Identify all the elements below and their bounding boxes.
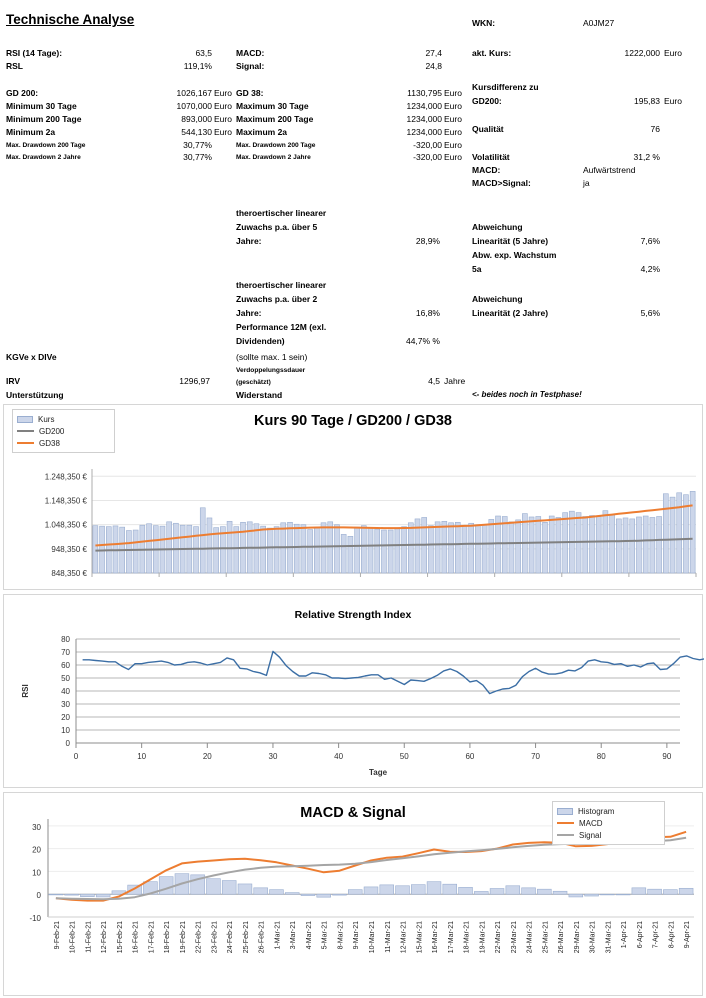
row-label: Minimum 2a bbox=[6, 127, 56, 137]
svg-text:80: 80 bbox=[61, 635, 70, 644]
svg-text:30: 30 bbox=[61, 700, 70, 709]
legend-item-macd bbox=[557, 817, 658, 829]
svg-text:11-Mar-21: 11-Mar-21 bbox=[384, 921, 392, 953]
svg-text:9-Apr-21: 9-Apr-21 bbox=[684, 921, 692, 949]
row-label: Max. Drawdown 200 Tage bbox=[6, 142, 86, 149]
technical-analysis-data-panel bbox=[0, 0, 706, 404]
kursdifferenz-value: 195,83 bbox=[634, 96, 660, 106]
line-swatch-icon bbox=[557, 822, 574, 824]
svg-text:8-Mar-21: 8-Mar-21 bbox=[337, 921, 345, 950]
akt-kurs-value: 1222,000 bbox=[624, 48, 660, 58]
row-unit: Euro bbox=[444, 127, 462, 137]
svg-text:25-Feb-21: 25-Feb-21 bbox=[242, 921, 250, 954]
macd-chart-title: MACD & Signal bbox=[300, 805, 406, 821]
svg-text:30-Mar-21: 30-Mar-21 bbox=[589, 921, 597, 954]
growth2-value: 16,8% bbox=[415, 308, 440, 318]
qualitaet-value: 76 bbox=[650, 124, 660, 134]
svg-text:1.048,350 €: 1.048,350 € bbox=[44, 520, 87, 530]
legend-label-histogram: Histogram bbox=[578, 806, 615, 816]
row-label: Minimum 30 Tage bbox=[6, 101, 77, 111]
svg-text:0: 0 bbox=[65, 739, 70, 748]
abweichung5-label: Linearität (5 Jahre) bbox=[472, 236, 549, 246]
svg-text:30: 30 bbox=[32, 822, 41, 832]
row-label: RSL bbox=[6, 61, 23, 71]
svg-text:Tage: Tage bbox=[368, 768, 388, 777]
svg-text:10-Mar-21: 10-Mar-21 bbox=[369, 921, 376, 954]
rsi-chart-panel bbox=[3, 594, 703, 788]
macd-gt-signal-label: MACD>Signal: bbox=[472, 178, 531, 188]
irv-label: IRV bbox=[6, 376, 21, 386]
svg-text:31-Mar-21: 31-Mar-21 bbox=[605, 921, 613, 954]
row-label: RSI (14 Tage): bbox=[6, 48, 63, 58]
row-unit: Euro bbox=[214, 101, 232, 111]
svg-text:9-Mar-21: 9-Mar-21 bbox=[353, 921, 361, 950]
kursdifferenz-label-line1: Kursdifferenz zu bbox=[472, 82, 539, 92]
verdoppelung-value: 4,5 bbox=[428, 376, 440, 386]
legend-item-gd38 bbox=[17, 437, 108, 449]
row-label: Max. Drawdown 200 Tage bbox=[236, 142, 316, 149]
legend-label-gd200: GD200 bbox=[39, 426, 65, 436]
svg-text:40: 40 bbox=[334, 752, 344, 761]
legend-item-histogram bbox=[557, 805, 658, 817]
svg-text:19-Mar-21: 19-Mar-21 bbox=[479, 921, 487, 954]
svg-text:8-Apr-21: 8-Apr-21 bbox=[668, 921, 676, 949]
growth5-line2: Zuwachs p.a. über 5 bbox=[236, 222, 318, 232]
abw-exp-line2: 5a bbox=[472, 264, 482, 274]
growth5-value: 28,9% bbox=[415, 236, 440, 246]
svg-text:80: 80 bbox=[596, 752, 606, 761]
svg-text:11-Feb-21: 11-Feb-21 bbox=[85, 921, 93, 953]
akt-kurs-label: akt. Kurs: bbox=[472, 48, 512, 58]
widerstand-label: Widerstand bbox=[236, 390, 283, 400]
macd-trend-value: Aufwärtstrend bbox=[583, 165, 636, 175]
svg-text:RSI: RSI bbox=[21, 684, 30, 698]
svg-text:10: 10 bbox=[32, 868, 41, 878]
row-value: 119,1% bbox=[183, 61, 212, 71]
svg-text:19-Feb-21: 19-Feb-21 bbox=[179, 921, 187, 954]
abweichung5-title: Abweichung bbox=[472, 222, 523, 232]
svg-text:18-Mar-21: 18-Mar-21 bbox=[463, 921, 471, 954]
abweichung2-value: 5,6% bbox=[640, 308, 660, 318]
svg-text:70: 70 bbox=[531, 752, 541, 761]
verdoppelung-line2: (geschätzt) bbox=[236, 379, 271, 386]
row-label: Maximum 2a bbox=[236, 127, 288, 137]
row-label: Maximum 30 Tage bbox=[236, 101, 309, 111]
kurs-chart-title: Kurs 90 Tage / GD200 / GD38 bbox=[254, 413, 452, 429]
svg-text:70: 70 bbox=[61, 648, 70, 657]
row-label: Max. Drawdown 2 Jahre bbox=[6, 154, 81, 161]
row-unit: Euro bbox=[444, 152, 462, 162]
wkn-label: WKN: bbox=[472, 18, 496, 28]
svg-text:22-Mar-21: 22-Mar-21 bbox=[495, 921, 503, 954]
row-label: Signal: bbox=[236, 61, 265, 71]
volatilitaet-label: Volatilität bbox=[472, 152, 510, 162]
row-value: 24,8 bbox=[425, 61, 442, 71]
svg-text:16-Feb-21: 16-Feb-21 bbox=[132, 921, 140, 954]
macd-trend-label: MACD: bbox=[472, 165, 501, 175]
abw-exp-line1: Abw. exp. Wachstum bbox=[472, 250, 557, 260]
performance-value: 44,7% % bbox=[405, 336, 440, 346]
svg-text:40: 40 bbox=[61, 687, 70, 696]
irv-value: 1296,97 bbox=[179, 376, 210, 386]
abweichung2-title: Abweichung bbox=[472, 294, 523, 304]
svg-text:1-Apr-21: 1-Apr-21 bbox=[621, 921, 629, 949]
svg-text:10: 10 bbox=[137, 752, 147, 761]
unterstuetzung-label: Unterstützung bbox=[6, 390, 64, 400]
svg-text:12-Feb-21: 12-Feb-21 bbox=[101, 921, 109, 954]
volatilitaet-value: 31,2 % bbox=[633, 152, 660, 162]
svg-text:12-Mar-21: 12-Mar-21 bbox=[400, 921, 408, 954]
row-value: 893,000 bbox=[181, 114, 212, 124]
row-unit: Euro bbox=[214, 114, 232, 124]
row-value: 1234,000 bbox=[406, 101, 442, 111]
svg-text:22-Feb-21: 22-Feb-21 bbox=[195, 921, 203, 954]
svg-text:24-Mar-21: 24-Mar-21 bbox=[526, 921, 534, 954]
row-label: GD 200: bbox=[6, 88, 39, 98]
row-value: 1130,795 bbox=[407, 88, 442, 98]
rsi-chart-svg bbox=[4, 595, 704, 789]
growth2-line1: theroertischer linearer bbox=[236, 280, 327, 290]
svg-text:50: 50 bbox=[399, 752, 409, 761]
svg-text:23-Mar-21: 23-Mar-21 bbox=[510, 921, 518, 954]
row-value: -320,00 bbox=[413, 152, 442, 162]
row-value: 1234,000 bbox=[406, 114, 442, 124]
performance-line2: Dividenden) bbox=[236, 336, 285, 346]
akt-kurs-unit: Euro bbox=[664, 48, 682, 58]
svg-text:0: 0 bbox=[73, 752, 79, 761]
row-unit: Euro bbox=[214, 127, 232, 137]
svg-text:17-Mar-21: 17-Mar-21 bbox=[447, 921, 455, 954]
kurs-chart-panel bbox=[3, 404, 703, 590]
svg-text:1.248,350 €: 1.248,350 € bbox=[44, 472, 87, 482]
svg-text:-10: -10 bbox=[29, 914, 41, 923]
row-label: MACD: bbox=[236, 48, 265, 58]
svg-text:10: 10 bbox=[61, 726, 70, 735]
row-value: 30,77% bbox=[183, 152, 212, 162]
line-swatch-icon bbox=[557, 834, 574, 836]
svg-text:848,350 €: 848,350 € bbox=[51, 569, 87, 578]
bar-swatch-icon bbox=[557, 808, 573, 815]
rsi-chart-title: Relative Strength Index bbox=[294, 609, 412, 621]
growth5-line1: theroertischer linearer bbox=[236, 208, 327, 218]
line-swatch-icon bbox=[17, 442, 34, 444]
legend-item-kurs bbox=[17, 413, 108, 425]
row-value: -320,00 bbox=[413, 140, 442, 150]
row-label: Maximum 200 Tage bbox=[236, 114, 314, 124]
svg-text:24-Feb-21: 24-Feb-21 bbox=[227, 921, 235, 954]
legend-item-gd200 bbox=[17, 425, 108, 437]
growth2-line2: Zuwachs p.a. über 2 bbox=[236, 294, 318, 304]
svg-text:5-Mar-21: 5-Mar-21 bbox=[321, 921, 329, 950]
abweichung2-label: Linearität (2 Jahre) bbox=[472, 308, 549, 318]
svg-text:29-Mar-21: 29-Mar-21 bbox=[573, 921, 581, 954]
row-value: 1070,000 bbox=[176, 101, 212, 111]
svg-text:3-Mar-21: 3-Mar-21 bbox=[290, 921, 298, 950]
kurs-chart-legend bbox=[12, 409, 115, 453]
legend-label-signal: Signal bbox=[579, 830, 602, 840]
kgve-dive-label: KGVe x DIVe bbox=[6, 352, 57, 362]
row-unit: Euro bbox=[444, 140, 462, 150]
svg-text:20: 20 bbox=[202, 752, 212, 761]
growth5-line3: Jahre: bbox=[236, 236, 262, 246]
svg-text:16-Mar-21: 16-Mar-21 bbox=[432, 921, 440, 954]
svg-text:30: 30 bbox=[268, 752, 278, 761]
row-label: Max. Drawdown 2 Jahre bbox=[236, 154, 311, 161]
page-title: Technische Analyse bbox=[6, 12, 135, 27]
row-unit: Euro bbox=[444, 114, 462, 124]
svg-text:20: 20 bbox=[61, 713, 70, 722]
kursdifferenz-label-line2: GD200: bbox=[472, 96, 502, 106]
svg-text:17-Feb-21: 17-Feb-21 bbox=[148, 921, 156, 954]
svg-text:15-Feb-21: 15-Feb-21 bbox=[116, 921, 124, 954]
row-value: 544,130 bbox=[181, 127, 212, 137]
abw-exp-value: 4,2% bbox=[640, 264, 660, 274]
row-label: Minimum 200 Tage bbox=[6, 114, 82, 124]
row-unit: Euro bbox=[444, 101, 462, 111]
row-value: 1234,000 bbox=[406, 127, 442, 137]
svg-text:26-Feb-21: 26-Feb-21 bbox=[258, 921, 266, 954]
svg-text:10-Feb-21: 10-Feb-21 bbox=[69, 921, 77, 954]
row-value: 27,4 bbox=[425, 48, 442, 58]
svg-text:20: 20 bbox=[32, 845, 41, 855]
qualitaet-label: Qualität bbox=[472, 124, 504, 134]
legend-label-macd: MACD bbox=[579, 818, 603, 828]
kursdifferenz-unit: Euro bbox=[664, 96, 682, 106]
svg-text:0: 0 bbox=[36, 891, 41, 901]
legend-item-signal bbox=[557, 829, 658, 841]
row-value: 1026,167 bbox=[176, 88, 212, 98]
verdoppelung-unit: Jahre bbox=[444, 376, 466, 386]
macd-gt-signal-value: ja bbox=[583, 178, 590, 188]
performance-note: (sollte max. 1 sein) bbox=[236, 352, 308, 362]
row-value: 30,77% bbox=[183, 140, 212, 150]
verdoppelung-line1: Verdoppelungssdauer bbox=[236, 367, 306, 374]
svg-text:1.148,350 €: 1.148,350 € bbox=[44, 496, 87, 506]
svg-text:90: 90 bbox=[662, 752, 672, 761]
row-value: 63,5 bbox=[195, 48, 212, 58]
testphase-note: <- beides noch in Testphase! bbox=[472, 390, 582, 399]
svg-text:1-Mar-21: 1-Mar-21 bbox=[274, 921, 282, 950]
svg-text:15-Mar-21: 15-Mar-21 bbox=[416, 921, 424, 954]
svg-text:948,350 €: 948,350 € bbox=[51, 544, 87, 554]
svg-text:60: 60 bbox=[61, 661, 70, 670]
wkn-value: A0JM27 bbox=[583, 18, 615, 28]
line-swatch-icon bbox=[17, 430, 34, 432]
svg-text:23-Feb-21: 23-Feb-21 bbox=[211, 921, 219, 954]
svg-text:4-Mar-21: 4-Mar-21 bbox=[305, 921, 313, 950]
macd-chart-legend bbox=[552, 801, 665, 845]
svg-text:26-Mar-21: 26-Mar-21 bbox=[558, 921, 566, 954]
abweichung5-value: 7,6% bbox=[640, 236, 660, 246]
svg-text:25-Mar-21: 25-Mar-21 bbox=[542, 921, 550, 954]
svg-text:50: 50 bbox=[61, 674, 70, 683]
svg-text:18-Feb-21: 18-Feb-21 bbox=[164, 921, 172, 954]
bar-swatch-icon bbox=[17, 416, 33, 423]
legend-label-kurs: Kurs bbox=[38, 414, 55, 424]
row-unit: Euro bbox=[444, 88, 462, 98]
svg-text:9-Feb-21: 9-Feb-21 bbox=[53, 921, 61, 950]
svg-text:60: 60 bbox=[465, 752, 475, 761]
row-unit: Euro bbox=[214, 88, 232, 98]
svg-text:6-Apr-21: 6-Apr-21 bbox=[636, 921, 644, 949]
row-label: GD 38: bbox=[236, 88, 264, 98]
svg-text:7-Apr-21: 7-Apr-21 bbox=[652, 921, 660, 949]
growth2-line3: Jahre: bbox=[236, 308, 262, 318]
performance-line1: Performance 12M (exl. bbox=[236, 322, 327, 332]
macd-chart-panel bbox=[3, 792, 703, 996]
legend-label-gd38: GD38 bbox=[39, 438, 60, 448]
